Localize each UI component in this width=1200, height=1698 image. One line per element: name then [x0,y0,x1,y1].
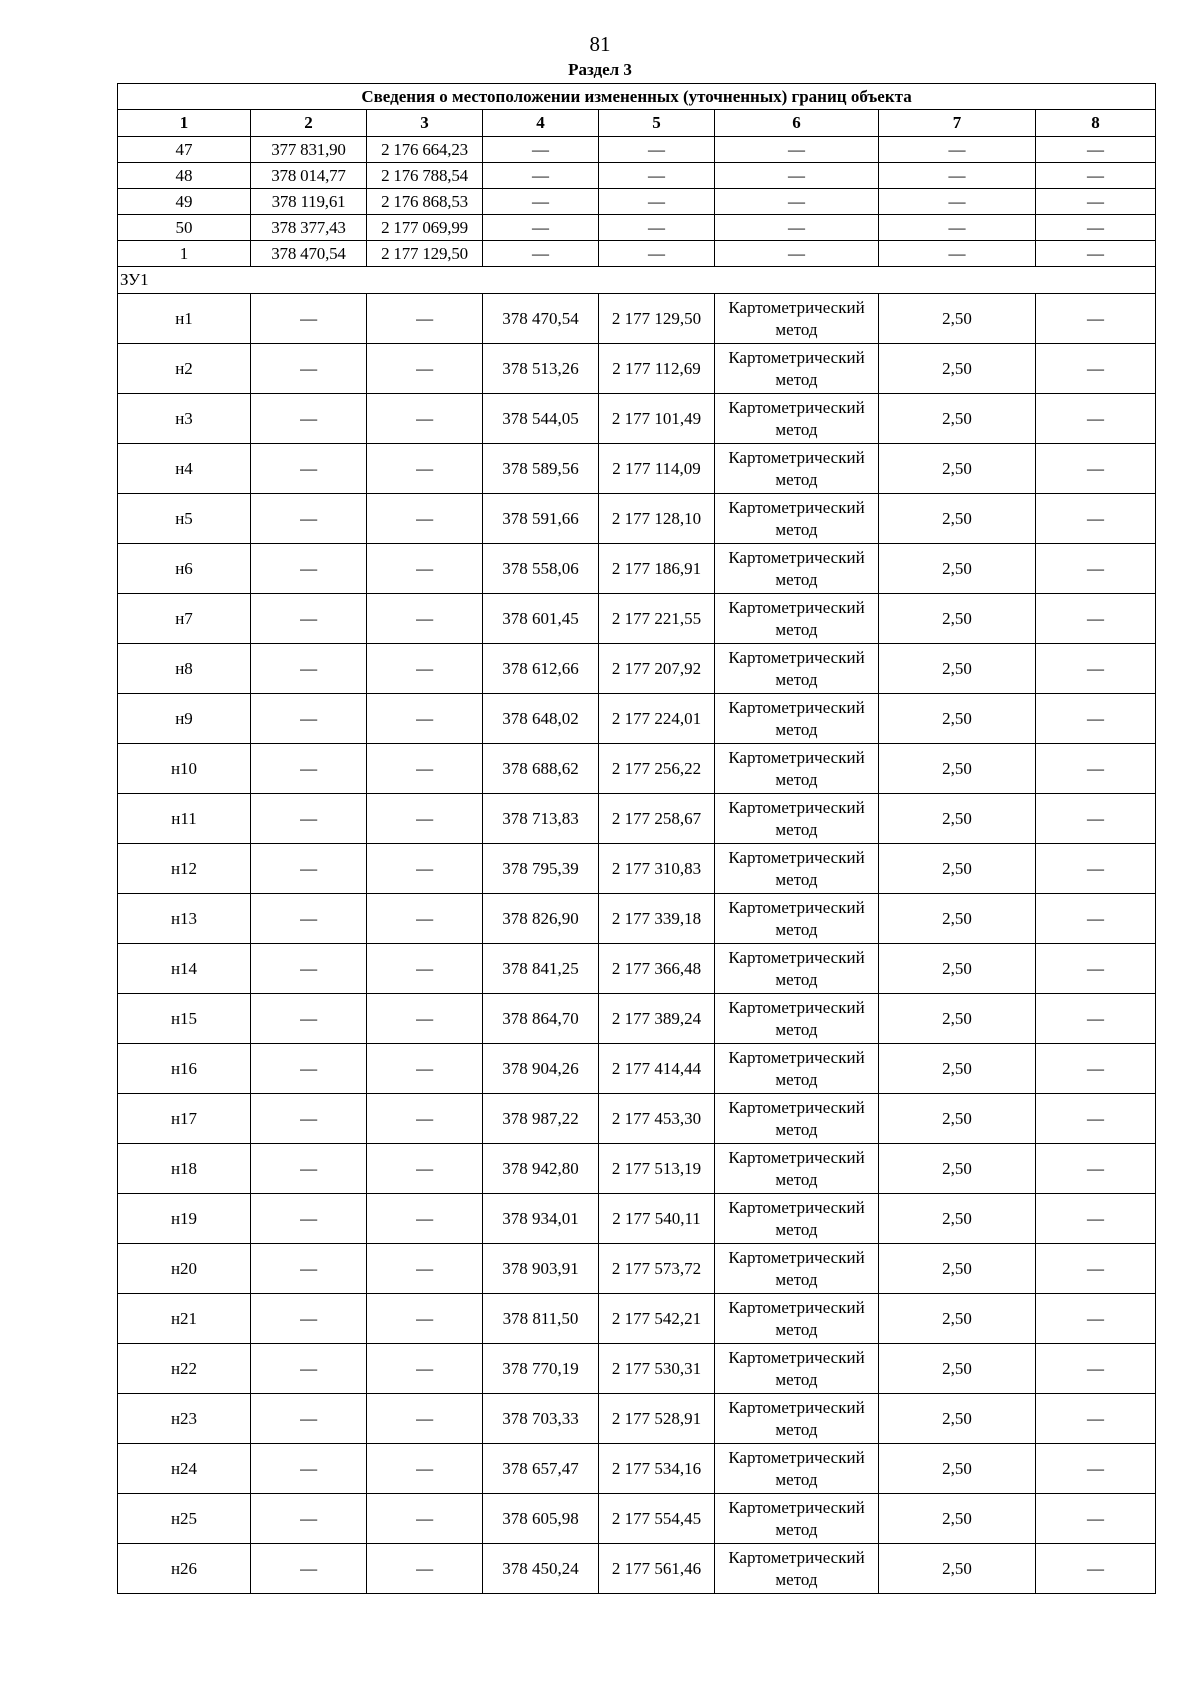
method-cell: Картометрический метод [715,694,879,744]
table-row [118,1444,1156,1494]
new-y-cell: 2 177 561,46 [599,1544,715,1594]
point-name-cell: 47 [118,137,251,163]
existing-y-cell: — [367,494,483,544]
existing-y-cell: — [367,1144,483,1194]
new-y-cell: 2 177 534,16 [599,1444,715,1494]
description-cell: — [1036,1444,1156,1494]
table-row [118,744,1156,794]
table-caption: Сведения о местоположении измененных (уточненных) границ объекта [118,84,1156,110]
accuracy-cell: — [879,163,1036,189]
new-y-cell: — [599,137,715,163]
accuracy-cell: 2,50 [879,1444,1036,1494]
method-cell: Картометрический метод [715,1094,879,1144]
existing-x-cell: — [251,494,367,544]
accuracy-cell: 2,50 [879,1344,1036,1394]
accuracy-cell: — [879,215,1036,241]
accuracy-cell: 2,50 [879,294,1036,344]
accuracy-cell: 2,50 [879,994,1036,1044]
new-x-cell: 378 544,05 [483,394,599,444]
column-number-5: 5 [599,110,715,137]
table-row [118,1294,1156,1344]
new-x-cell: 378 513,26 [483,344,599,394]
existing-x-cell: — [251,744,367,794]
existing-y-cell: — [367,544,483,594]
new-y-cell: — [599,189,715,215]
description-cell: — [1036,215,1156,241]
point-name-cell: 49 [118,189,251,215]
new-x-cell: 378 612,66 [483,644,599,694]
existing-x-cell: — [251,544,367,594]
table-row [118,594,1156,644]
existing-x-cell: — [251,1244,367,1294]
method-cell: Картометрический метод [715,1394,879,1444]
description-cell: — [1036,794,1156,844]
accuracy-cell: 2,50 [879,1494,1036,1544]
existing-y-cell: — [367,1394,483,1444]
accuracy-cell: 2,50 [879,944,1036,994]
new-x-cell: 378 864,70 [483,994,599,1044]
point-name-cell: н22 [118,1344,251,1394]
table-row [118,344,1156,394]
method-cell: Картометрический метод [715,494,879,544]
method-cell: — [715,137,879,163]
new-y-cell: 2 177 513,19 [599,1144,715,1194]
table-row [118,844,1156,894]
method-cell: Картометрический метод [715,1044,879,1094]
accuracy-cell: 2,50 [879,844,1036,894]
description-cell: — [1036,241,1156,267]
new-y-cell: 2 177 540,11 [599,1194,715,1244]
new-y-cell: 2 177 414,44 [599,1044,715,1094]
description-cell: — [1036,1394,1156,1444]
point-name-cell: 50 [118,215,251,241]
existing-y-cell: — [367,1544,483,1594]
table-row [118,944,1156,994]
accuracy-cell: 2,50 [879,394,1036,444]
new-x-cell: 378 703,33 [483,1394,599,1444]
table-row [118,1544,1156,1594]
accuracy-cell: 2,50 [879,444,1036,494]
existing-y-cell: 2 176 868,53 [367,189,483,215]
point-name-cell: н15 [118,994,251,1044]
existing-y-cell: — [367,1344,483,1394]
column-number-8: 8 [1036,110,1156,137]
new-x-cell: 378 770,19 [483,1344,599,1394]
new-y-cell: 2 177 453,30 [599,1094,715,1144]
existing-x-cell: — [251,1494,367,1544]
description-cell: — [1036,1094,1156,1144]
accuracy-cell: 2,50 [879,1194,1036,1244]
accuracy-cell: — [879,137,1036,163]
new-x-cell: — [483,137,599,163]
description-cell: — [1036,1494,1156,1544]
existing-x-cell: — [251,1094,367,1144]
existing-y-cell: — [367,1494,483,1544]
method-cell: — [715,215,879,241]
method-cell: Картометрический метод [715,644,879,694]
table-row [118,1244,1156,1294]
new-y-cell: — [599,163,715,189]
method-cell: Картометрический метод [715,1194,879,1244]
new-x-cell: — [483,163,599,189]
point-name-cell: н19 [118,1194,251,1244]
existing-y-cell: — [367,794,483,844]
description-cell: — [1036,137,1156,163]
description-cell: — [1036,394,1156,444]
table-row [118,163,1156,189]
method-cell: Картометрический метод [715,794,879,844]
new-y-cell: 2 177 128,10 [599,494,715,544]
new-y-cell: 2 177 528,91 [599,1394,715,1444]
point-name-cell: н14 [118,944,251,994]
new-x-cell: 378 841,25 [483,944,599,994]
table-row [118,544,1156,594]
point-name-cell: н16 [118,1044,251,1094]
method-cell: Картометрический метод [715,394,879,444]
table-row [118,241,1156,267]
new-x-cell: — [483,215,599,241]
method-cell: Картометрический метод [715,1444,879,1494]
description-cell: — [1036,894,1156,944]
existing-y-cell: — [367,1294,483,1344]
point-name-cell: н17 [118,1094,251,1144]
new-y-cell: 2 177 256,22 [599,744,715,794]
accuracy-cell: 2,50 [879,644,1036,694]
column-number-1: 1 [118,110,251,137]
method-cell: Картометрический метод [715,744,879,794]
new-y-cell: 2 177 114,09 [599,444,715,494]
table-row [118,994,1156,1044]
existing-x-cell: — [251,844,367,894]
column-number-3: 3 [367,110,483,137]
existing-x-cell: — [251,644,367,694]
description-cell: — [1036,694,1156,744]
table-row [118,1094,1156,1144]
table-row [118,694,1156,744]
accuracy-cell: 2,50 [879,344,1036,394]
existing-y-cell: — [367,1044,483,1094]
method-cell: — [715,241,879,267]
existing-y-cell: 2 176 788,54 [367,163,483,189]
new-y-cell: 2 177 573,72 [599,1244,715,1294]
new-x-cell: 378 942,80 [483,1144,599,1194]
table-row [118,394,1156,444]
table-row [118,1144,1156,1194]
point-name-cell: н24 [118,1444,251,1494]
accuracy-cell: 2,50 [879,544,1036,594]
zone-label-row [118,267,1156,294]
point-name-cell: н1 [118,294,251,344]
table-row [118,494,1156,544]
existing-x-cell: — [251,794,367,844]
existing-y-cell: — [367,294,483,344]
accuracy-cell: 2,50 [879,1244,1036,1294]
point-name-cell: н2 [118,344,251,394]
method-cell: Картометрический метод [715,944,879,994]
description-cell: — [1036,494,1156,544]
description-cell: — [1036,594,1156,644]
existing-x-cell: 378 470,54 [251,241,367,267]
existing-x-cell: 378 119,61 [251,189,367,215]
existing-x-cell: — [251,1344,367,1394]
accuracy-cell: 2,50 [879,494,1036,544]
table-row [118,294,1156,344]
point-name-cell: 48 [118,163,251,189]
table-body [118,137,1156,1594]
existing-y-cell: — [367,344,483,394]
point-name-cell: н9 [118,694,251,744]
new-x-cell: 378 450,24 [483,1544,599,1594]
description-cell: — [1036,294,1156,344]
existing-x-cell: — [251,694,367,744]
description-cell: — [1036,1294,1156,1344]
existing-y-cell: — [367,1194,483,1244]
existing-x-cell: 378 014,77 [251,163,367,189]
method-cell: Картометрический метод [715,1144,879,1194]
accuracy-cell: 2,50 [879,1394,1036,1444]
table-row [118,189,1156,215]
existing-y-cell: — [367,1094,483,1144]
accuracy-cell: 2,50 [879,594,1036,644]
existing-y-cell: — [367,994,483,1044]
point-name-cell: н12 [118,844,251,894]
accuracy-cell: 2,50 [879,1294,1036,1344]
table-row [118,1044,1156,1094]
method-cell: Картометрический метод [715,1544,879,1594]
accuracy-cell: 2,50 [879,1144,1036,1194]
new-y-cell: 2 177 224,01 [599,694,715,744]
new-y-cell: 2 177 339,18 [599,894,715,944]
table-row [118,894,1156,944]
description-cell: — [1036,163,1156,189]
new-y-cell: 2 177 207,92 [599,644,715,694]
new-x-cell: 378 601,45 [483,594,599,644]
method-cell: Картометрический метод [715,894,879,944]
existing-x-cell: — [251,294,367,344]
new-x-cell: 378 713,83 [483,794,599,844]
table-row [118,444,1156,494]
new-y-cell: 2 177 542,21 [599,1294,715,1344]
existing-y-cell: — [367,1444,483,1494]
accuracy-cell: 2,50 [879,694,1036,744]
point-name-cell: н6 [118,544,251,594]
new-y-cell: 2 177 186,91 [599,544,715,594]
description-cell: — [1036,1044,1156,1094]
new-x-cell: 378 470,54 [483,294,599,344]
new-x-cell: 378 648,02 [483,694,599,744]
new-x-cell: 378 657,47 [483,1444,599,1494]
existing-y-cell: — [367,594,483,644]
point-name-cell: н11 [118,794,251,844]
method-cell: — [715,163,879,189]
point-name-cell: н25 [118,1494,251,1544]
existing-x-cell: 377 831,90 [251,137,367,163]
description-cell: — [1036,544,1156,594]
existing-x-cell: 378 377,43 [251,215,367,241]
new-x-cell: 378 904,26 [483,1044,599,1094]
new-x-cell: 378 826,90 [483,894,599,944]
accuracy-cell: 2,50 [879,1044,1036,1094]
description-cell: — [1036,1344,1156,1394]
new-x-cell: — [483,189,599,215]
point-name-cell: н13 [118,894,251,944]
new-x-cell: 378 987,22 [483,1094,599,1144]
existing-y-cell: — [367,1244,483,1294]
accuracy-cell: 2,50 [879,794,1036,844]
new-y-cell: 2 177 530,31 [599,1344,715,1394]
new-x-cell: 378 688,62 [483,744,599,794]
new-y-cell: 2 177 258,67 [599,794,715,844]
point-name-cell: н8 [118,644,251,694]
existing-y-cell: 2 177 129,50 [367,241,483,267]
new-x-cell: 378 811,50 [483,1294,599,1344]
new-x-cell: 378 605,98 [483,1494,599,1544]
new-y-cell: — [599,241,715,267]
section-title: Раздел 3 [568,60,632,79]
existing-x-cell: — [251,394,367,444]
point-name-cell: н26 [118,1544,251,1594]
point-name-cell: н7 [118,594,251,644]
description-cell: — [1036,744,1156,794]
accuracy-cell: 2,50 [879,744,1036,794]
existing-x-cell: — [251,994,367,1044]
existing-y-cell: — [367,944,483,994]
description-cell: — [1036,844,1156,894]
new-y-cell: 2 177 366,48 [599,944,715,994]
description-cell: — [1036,1194,1156,1244]
column-number-row [118,110,1156,137]
zone-label: ЗУ1 [118,267,1156,294]
existing-x-cell: — [251,1544,367,1594]
new-x-cell: 378 903,91 [483,1244,599,1294]
existing-y-cell: 2 176 664,23 [367,137,483,163]
accuracy-cell: 2,50 [879,1094,1036,1144]
point-name-cell: 1 [118,241,251,267]
description-cell: — [1036,1244,1156,1294]
existing-x-cell: — [251,1294,367,1344]
existing-y-cell: — [367,844,483,894]
new-y-cell: 2 177 554,45 [599,1494,715,1544]
method-cell: — [715,189,879,215]
method-cell: Картометрический метод [715,1494,879,1544]
description-cell: — [1036,189,1156,215]
point-name-cell: н10 [118,744,251,794]
existing-y-cell: — [367,694,483,744]
existing-x-cell: — [251,1444,367,1494]
column-number-7: 7 [879,110,1036,137]
table-caption-row [118,84,1156,110]
existing-x-cell: — [251,444,367,494]
description-cell: — [1036,344,1156,394]
column-number-6: 6 [715,110,879,137]
table-row [118,644,1156,694]
method-cell: Картометрический метод [715,1344,879,1394]
existing-y-cell: — [367,644,483,694]
method-cell: Картометрический метод [715,1294,879,1344]
column-number-4: 4 [483,110,599,137]
accuracy-cell: — [879,189,1036,215]
point-name-cell: н21 [118,1294,251,1344]
new-x-cell: 378 795,39 [483,844,599,894]
table-row [118,1394,1156,1444]
new-x-cell: 378 589,56 [483,444,599,494]
point-name-cell: н5 [118,494,251,544]
new-y-cell: 2 177 129,50 [599,294,715,344]
method-cell: Картометрический метод [715,1244,879,1294]
new-x-cell: — [483,241,599,267]
method-cell: Картометрический метод [715,994,879,1044]
existing-y-cell: — [367,444,483,494]
point-name-cell: н18 [118,1144,251,1194]
description-cell: — [1036,444,1156,494]
method-cell: Картометрический метод [715,594,879,644]
method-cell: Картометрический метод [715,344,879,394]
table-row [118,215,1156,241]
point-name-cell: н23 [118,1394,251,1444]
existing-y-cell: — [367,894,483,944]
point-name-cell: н20 [118,1244,251,1294]
new-y-cell: 2 177 101,49 [599,394,715,444]
existing-x-cell: — [251,1194,367,1244]
new-y-cell: 2 177 112,69 [599,344,715,394]
new-x-cell: 378 558,06 [483,544,599,594]
method-cell: Картометрический метод [715,844,879,894]
new-x-cell: 378 934,01 [483,1194,599,1244]
existing-x-cell: — [251,1144,367,1194]
description-cell: — [1036,644,1156,694]
column-number-2: 2 [251,110,367,137]
existing-x-cell: — [251,944,367,994]
existing-x-cell: — [251,594,367,644]
existing-y-cell: — [367,744,483,794]
table-row [118,137,1156,163]
description-cell: — [1036,1544,1156,1594]
accuracy-cell: 2,50 [879,1544,1036,1594]
method-cell: Картометрический метод [715,544,879,594]
existing-x-cell: — [251,344,367,394]
existing-x-cell: — [251,1044,367,1094]
description-cell: — [1036,994,1156,1044]
new-x-cell: 378 591,66 [483,494,599,544]
table-row [118,794,1156,844]
accuracy-cell: 2,50 [879,894,1036,944]
new-y-cell: 2 177 389,24 [599,994,715,1044]
point-name-cell: н4 [118,444,251,494]
existing-y-cell: 2 177 069,99 [367,215,483,241]
description-cell: — [1036,944,1156,994]
existing-x-cell: — [251,894,367,944]
existing-x-cell: — [251,1394,367,1444]
point-name-cell: н3 [118,394,251,444]
new-y-cell: — [599,215,715,241]
new-y-cell: 2 177 221,55 [599,594,715,644]
existing-y-cell: — [367,394,483,444]
boundary-coordinates-table [117,83,1156,1594]
method-cell: Картометрический метод [715,444,879,494]
method-cell: Картометрический метод [715,294,879,344]
table-row [118,1494,1156,1544]
description-cell: — [1036,1144,1156,1194]
accuracy-cell: — [879,241,1036,267]
new-y-cell: 2 177 310,83 [599,844,715,894]
page-number: 81 [589,32,611,56]
table-row [118,1194,1156,1244]
table-row [118,1344,1156,1394]
